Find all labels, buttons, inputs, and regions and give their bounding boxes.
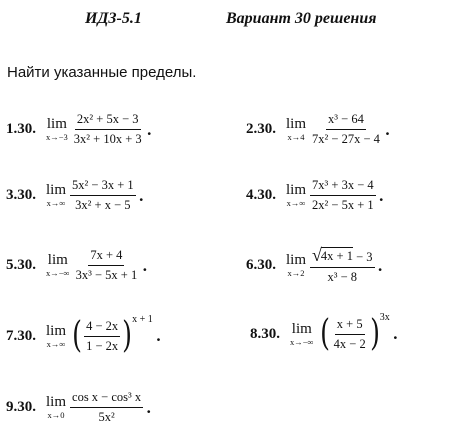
right-paren: ) <box>122 315 133 356</box>
denominator: 3x³ − 5x + 1 <box>75 268 138 282</box>
lim-subscript: x→2 <box>287 268 305 279</box>
problem-number: 7.30. <box>6 327 36 344</box>
denominator: 3x² + 10x + 3 <box>73 132 142 146</box>
right-paren: ) <box>369 313 380 354</box>
lim-word: lim <box>46 182 67 199</box>
lim-subscript: x→−∞ <box>290 336 314 347</box>
period: . <box>384 120 391 139</box>
denominator: 4x − 2 <box>333 336 366 351</box>
problem-8 <box>250 312 398 354</box>
lim-word: lim <box>46 322 67 339</box>
lim-word: lim <box>47 252 68 269</box>
limit-operator <box>46 324 66 349</box>
period: . <box>146 398 152 417</box>
problem-9 <box>6 390 151 425</box>
lim-subscript: x→−3 <box>46 132 68 143</box>
problem-number: 9.30. <box>6 399 36 415</box>
period: . <box>138 186 144 205</box>
lim-word: lim <box>286 116 307 133</box>
problem-2 <box>246 112 390 147</box>
lim-subscript: x→∞ <box>46 198 66 209</box>
problem-3 <box>6 178 144 213</box>
numerator <box>310 246 375 268</box>
numerator: 7x + 4 <box>88 248 124 266</box>
numerator: 4 − 2x <box>84 319 120 337</box>
denominator: 3x² + x − 5 <box>75 198 131 212</box>
fraction <box>310 112 382 147</box>
lim-word: lim <box>46 116 67 133</box>
lim-subscript: x→∞ <box>46 338 66 349</box>
problem-number: 6.30. <box>246 257 276 273</box>
numerator-rest: − 3 <box>352 250 373 264</box>
period: . <box>378 186 384 205</box>
radical-sign: √ <box>312 245 322 265</box>
problem-7 <box>6 314 162 356</box>
problem-number: 2.30. <box>246 121 276 137</box>
numerator: 5x² − 3x + 1 <box>70 178 136 196</box>
radicand: 4x + 1 <box>320 249 353 263</box>
lim-word: lim <box>291 320 312 337</box>
exponent: 3x <box>379 312 390 323</box>
assignment-title: ИДЗ-5.1 <box>85 10 142 27</box>
lim-word: lim <box>46 394 67 411</box>
fraction <box>70 390 143 425</box>
problem-4 <box>246 178 384 213</box>
problem-number: 4.30. <box>246 187 276 203</box>
problem-1 <box>6 112 152 147</box>
numerator: x³ − 64 <box>326 112 366 130</box>
lim-subscript: x→0 <box>47 410 65 421</box>
limit-operator <box>286 183 306 208</box>
denominator: 5x² <box>98 410 115 424</box>
problem-6 <box>246 246 383 285</box>
fraction <box>84 319 120 354</box>
denominator: x³ − 8 <box>327 270 358 284</box>
lim-word: lim <box>286 252 307 269</box>
fraction <box>70 178 136 213</box>
fraction <box>310 178 376 213</box>
problem-number: 8.30. <box>250 325 280 342</box>
lim-subscript: x→−∞ <box>46 268 70 279</box>
instruction-text: Найти указанные пределы. <box>7 64 197 81</box>
fraction <box>332 317 368 352</box>
numerator: x + 5 <box>335 317 365 335</box>
denominator: 1 − 2x <box>86 338 119 353</box>
limit-operator <box>46 117 68 142</box>
left-paren: ( <box>72 315 82 356</box>
period: . <box>142 256 148 275</box>
lim-subscript: x→∞ <box>286 198 306 209</box>
period: . <box>146 120 152 139</box>
fraction <box>310 246 375 285</box>
fraction <box>74 248 140 283</box>
fraction <box>72 112 144 147</box>
numerator: 7x³ + 3x − 4 <box>310 178 376 196</box>
limit-operator <box>46 395 66 420</box>
problem-number: 3.30. <box>6 187 36 203</box>
square-root <box>312 246 353 264</box>
denominator: 2x² − 5x + 1 <box>312 198 374 212</box>
variant-title: Вариант 30 решения <box>226 10 377 27</box>
period: . <box>392 325 398 343</box>
limit-operator <box>286 253 306 278</box>
problem-number: 5.30. <box>6 257 36 273</box>
limit-operator <box>46 183 66 208</box>
numerator: 2x² + 5x − 3 <box>75 112 141 130</box>
limit-operator <box>286 117 306 142</box>
left-paren: ( <box>319 313 330 354</box>
period: . <box>377 256 383 275</box>
lim-subscript: x→4 <box>287 132 305 143</box>
lim-word: lim <box>286 182 307 199</box>
problem-number: 1.30. <box>6 121 36 137</box>
limit-operator <box>46 253 70 278</box>
exponent: x + 1 <box>132 314 153 325</box>
period: . <box>155 327 162 345</box>
limit-operator <box>290 322 314 347</box>
numerator: cos x − cos³ x <box>70 390 143 408</box>
denominator: 7x² − 27x − 4 <box>312 132 380 146</box>
problem-5 <box>6 248 147 283</box>
